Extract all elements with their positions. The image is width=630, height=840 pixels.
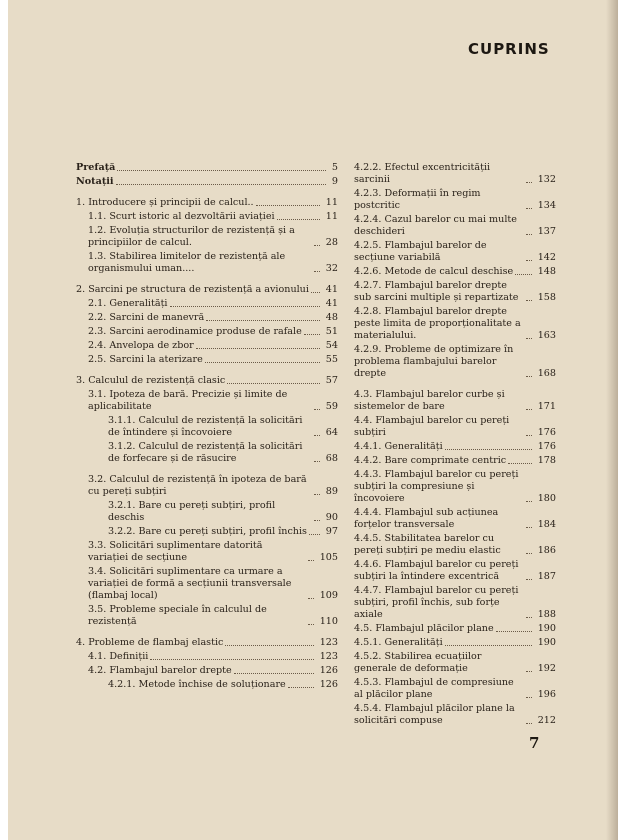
toc-entry-title: 4.1. Definiții [88, 651, 149, 662]
dot-leader [314, 435, 320, 436]
toc-entry [348, 266, 556, 278]
toc-entry-page: 196 [537, 689, 556, 700]
toc-entry [76, 500, 338, 524]
toc-entry-page: 109 [319, 590, 338, 601]
section-spacer [76, 190, 338, 197]
dot-leader [526, 697, 532, 698]
toc-entry-page: 51 [325, 326, 338, 337]
toc-entry-title: 4.4.4. Flambajul sub acțiunea forțelor transversale [354, 507, 499, 530]
toc-entry-title: Prefață [76, 162, 116, 173]
toc-entry-page: 59 [325, 401, 338, 412]
dot-leader [445, 449, 532, 450]
toc-entry [76, 604, 338, 628]
section-spacer [76, 277, 338, 284]
toc-entry-page: 171 [537, 401, 556, 412]
toc-entry-title: 1. Introducere și principii de calcul.. [76, 197, 254, 208]
toc-entry [76, 298, 338, 310]
toc-entry-page: 57 [325, 375, 338, 386]
dot-leader [526, 553, 532, 554]
toc-entry-title: 4.4.1. Generalități [354, 441, 443, 452]
toc-entry-page: 176 [537, 441, 556, 452]
toc-entry-page: 188 [537, 609, 556, 620]
toc-entry-page: 148 [537, 266, 556, 277]
dot-leader [526, 182, 532, 183]
toc-entry-page: 190 [537, 623, 556, 634]
toc-entry [348, 585, 556, 621]
toc-entry-title: 3.2.2. Bare cu pereți subțiri, profil închis [108, 526, 307, 537]
dot-leader [526, 527, 532, 528]
toc-entry-page: 176 [537, 427, 556, 438]
toc-entry-title: 4.4.2. Bare comprimate centric [354, 455, 507, 466]
page-edge-shadow [606, 0, 618, 840]
toc-entry [76, 340, 338, 352]
toc-entry-title: 4.4.7. Flambajul barelor cu pereți subțiri, profil închis, sub forțe axiale [354, 585, 519, 620]
dot-leader [150, 659, 313, 660]
toc-entry-page: 32 [325, 263, 338, 274]
toc-entry-title: 4.2.6. Metode de calcul deschise [354, 266, 514, 277]
toc-entry [76, 312, 338, 324]
toc-entry-title: 4.5.2. Stabilirea ecuațiilor generale de deformație [354, 651, 482, 674]
toc-entry-title: 4.5. Flambajul plăcilor plane [354, 623, 494, 634]
toc-entry-title: 2.1. Generalități [88, 298, 168, 309]
dot-leader [526, 234, 532, 235]
toc-entry-title: 4. Probleme de flambaj elastic [76, 637, 224, 648]
toc-entry-title: 3.1.1. Calculul de rezistență la solicitări de întindere și încovoiere [108, 415, 303, 438]
toc-entry [76, 526, 338, 538]
section-spacer [348, 382, 556, 389]
toc-entry-title: 2. Sarcini pe structura de rezistență a avionului [76, 284, 309, 295]
dot-leader [304, 334, 320, 335]
toc-entry-page: 187 [537, 571, 556, 582]
toc-entry-page: 168 [537, 368, 556, 379]
toc-entry-page: 41 [325, 298, 338, 309]
dot-leader [526, 617, 532, 618]
toc-entry-page: 11 [325, 211, 338, 222]
dot-leader [496, 631, 532, 632]
toc-entry [348, 162, 556, 186]
dot-leader [117, 170, 326, 171]
toc-entry-title: 4.4.5. Stabilitatea barelor cu pereți subțiri pe mediu elastic [354, 533, 501, 556]
dot-leader [205, 362, 320, 363]
toc-entry-title: 3.3. Solicitări suplimentare datorită variației de secțiune [88, 540, 263, 563]
toc-entry-page: 142 [537, 252, 556, 263]
dot-leader [256, 205, 320, 206]
toc-entry-page: 28 [325, 237, 338, 248]
toc-right-column [348, 162, 556, 729]
toc-entry-page: 123 [319, 637, 338, 648]
dot-leader [227, 383, 319, 384]
toc-entry-title: 4.4.3. Flambajul barelor cu pereți subțiri la compresiune și încovoiere [354, 469, 519, 504]
toc-entry [76, 251, 338, 275]
toc-entry-title: 1.1. Scurt istoric al dezvoltării aviației [88, 211, 275, 222]
toc-entry [76, 162, 338, 174]
toc-entry [76, 566, 338, 602]
toc-entry [348, 703, 556, 727]
toc-entry-title: 4.4. Flambajul barelor cu pereți subțiri [354, 415, 510, 438]
toc-entry [348, 533, 556, 557]
toc-entry [348, 559, 556, 583]
dot-leader [526, 435, 532, 436]
toc-entry-title: 4.2.1. Metode închise de soluționare [108, 679, 286, 690]
toc-entry-title: 4.2.7. Flambajul barelor drepte sub sarcini multiple și repartizate [354, 280, 519, 303]
dot-leader [308, 624, 314, 625]
dot-leader [308, 560, 314, 561]
dot-leader [206, 320, 320, 321]
toc-entry-title: 1.2. Evoluția structurilor de rezistență și a principiilor de calcul. [88, 225, 295, 248]
dot-leader [526, 671, 532, 672]
toc-entry-page: 89 [325, 486, 338, 497]
toc-entry [348, 389, 556, 413]
toc-entry-title: Notații [76, 176, 114, 187]
dot-leader [526, 409, 532, 410]
toc-entry-title: 2.2. Sarcini de manevră [88, 312, 205, 323]
toc-entry [76, 474, 338, 498]
dot-leader [314, 271, 320, 272]
toc-entry-page: 126 [319, 679, 338, 690]
toc-entry-title: 3.4. Solicitări suplimentare ca urmare a variației de formă a secțiunii transversale (flambaj local) [88, 566, 292, 601]
toc-entry-page: 90 [325, 512, 338, 523]
toc-entry-page: 123 [319, 651, 338, 662]
toc-entry-title: 3. Calculul de rezistență clasic [76, 375, 226, 386]
toc-entry-page: 184 [537, 519, 556, 530]
toc-entry-page: 178 [537, 455, 556, 466]
toc-entry [76, 326, 338, 338]
toc-entry-title: 4.2.5. Flambajul barelor de secțiune variabilă [354, 240, 487, 263]
toc-entry-page: 134 [537, 200, 556, 211]
toc-entry-title: 4.5.4. Flambajul plăcilor plane la solicitări compuse [354, 703, 515, 726]
toc-entry-title: 4.2.4. Cazul barelor cu mai multe deschideri [354, 214, 517, 237]
toc-entry-title: 4.3. Flambajul barelor curbe și sistemelor de bare [354, 389, 505, 412]
toc-entry-page: 132 [537, 174, 556, 185]
toc-entry [76, 284, 338, 296]
dot-leader [311, 292, 320, 293]
toc-entry [348, 455, 556, 467]
dot-leader [314, 494, 320, 495]
dot-leader [116, 184, 326, 185]
toc-entry [348, 623, 556, 635]
toc-entry-page: 110 [319, 616, 338, 627]
page-title: CUPRINS [468, 40, 550, 58]
toc-entry [76, 679, 338, 691]
toc-entry [348, 415, 556, 439]
toc-entry-page: 137 [537, 226, 556, 237]
toc-entry-page: 105 [319, 552, 338, 563]
dot-leader [277, 219, 320, 220]
dot-leader [526, 501, 532, 502]
toc-entry-title: 3.2.1. Bare cu pereți subțiri, profil deschis [108, 500, 276, 523]
toc-entry [348, 280, 556, 304]
toc-left-column [76, 162, 338, 693]
section-spacer [76, 368, 338, 375]
toc-entry [76, 441, 338, 465]
toc-entry-title: 4.2.2. Efectul excentricității sarcinii [354, 162, 491, 185]
section-spacer [76, 630, 338, 637]
toc-entry-page: 126 [319, 665, 338, 676]
toc-entry [76, 665, 338, 677]
dot-leader [309, 534, 320, 535]
toc-entry [76, 354, 338, 366]
toc-entry-title: 4.2.9. Probleme de optimizare în problema flambajului barelor drepte [354, 344, 514, 379]
toc-entry-title: 4.2.8. Flambajul barelor drepte peste limita de proporționalitate a materialului. [354, 306, 521, 341]
dot-leader [314, 461, 320, 462]
toc-entry [348, 507, 556, 531]
dot-leader [526, 300, 532, 301]
toc-entry-title: 3.1.2. Calculul de rezistență la solicitări de forfecare și de răsucire [108, 441, 303, 464]
dot-leader [515, 274, 532, 275]
toc-entry [348, 651, 556, 675]
dot-leader [526, 260, 532, 261]
toc-entry-title: 3.2. Calculul de rezistență în ipoteza de bară cu pereți subțiri [88, 474, 307, 497]
dot-leader [526, 723, 532, 724]
dot-leader [314, 245, 320, 246]
dot-leader [288, 687, 314, 688]
toc-entry-page: 5 [331, 162, 338, 173]
toc-entry-page: 11 [325, 197, 338, 208]
toc-entry [76, 651, 338, 663]
dot-leader [508, 463, 532, 464]
toc-entry-page: 212 [537, 715, 556, 726]
dot-leader [526, 208, 532, 209]
toc-entry-page: 186 [537, 545, 556, 556]
toc-entry-title: 4.5.1. Generalități [354, 637, 443, 648]
dot-leader [314, 520, 320, 521]
dot-leader [196, 348, 320, 349]
toc-entry [76, 389, 338, 413]
toc-entry [76, 197, 338, 209]
dot-leader [234, 673, 314, 674]
toc-entry-page: 158 [537, 292, 556, 303]
dot-leader [308, 598, 314, 599]
toc-entry-title: 1.3. Stabilirea limitelor de rezistență ale organismului uman.... [88, 251, 286, 274]
toc-entry-title: 4.4.6. Flambajul barelor cu pereți subțiri la întindere excentrică [354, 559, 519, 582]
toc-entry-page: 54 [325, 340, 338, 351]
toc-entry-page: 97 [325, 526, 338, 537]
toc-entry [76, 637, 338, 649]
toc-entry-page: 9 [331, 176, 338, 187]
dot-leader [445, 645, 532, 646]
toc-entry-page: 163 [537, 330, 556, 341]
dot-leader [526, 376, 532, 377]
toc-entry-page: 180 [537, 493, 556, 504]
toc-entry [348, 344, 556, 380]
toc-entry [348, 306, 556, 342]
toc-entry-page: 55 [325, 354, 338, 365]
toc-entry [348, 677, 556, 701]
toc-entry-title: 2.4. Anvelopa de zbor [88, 340, 194, 351]
toc-entry-title: 2.5. Sarcini la aterizare [88, 354, 203, 365]
dot-leader [526, 338, 532, 339]
toc-entry-title: 4.2. Flambajul barelor drepte [88, 665, 232, 676]
dot-leader [526, 579, 532, 580]
toc-entry [76, 211, 338, 223]
toc-entry [76, 415, 338, 439]
dot-leader [314, 409, 320, 410]
toc-entry-title: 3.5. Probleme speciale în calculul de rezistență [88, 604, 267, 627]
toc-entry-title: 3.1. Ipoteza de bară. Precizie și limite de aplicabilitate [88, 389, 288, 412]
toc-entry [76, 176, 338, 188]
dot-leader [170, 306, 320, 307]
book-page [8, 0, 618, 840]
toc-entry-title: 4.5.3. Flambajul de compresiune al plăcilor plane [354, 677, 514, 700]
toc-entry [348, 188, 556, 212]
toc-entry-page: 190 [537, 637, 556, 648]
toc-entry [348, 637, 556, 649]
toc-entry [348, 214, 556, 238]
dot-leader [225, 645, 313, 646]
toc-entry-page: 48 [325, 312, 338, 323]
toc-entry [348, 441, 556, 453]
toc-entry [76, 225, 338, 249]
toc-entry [348, 469, 556, 505]
toc-entry [348, 240, 556, 264]
toc-entry-page: 192 [537, 663, 556, 674]
toc-entry [76, 375, 338, 387]
section-spacer [76, 467, 338, 474]
toc-entry-title: 4.2.3. Deformații în regim postcritic [354, 188, 481, 211]
toc-entry-title: 2.3. Sarcini aerodinamice produse de rafale [88, 326, 302, 337]
toc-entry [76, 540, 338, 564]
toc-entry-page: 41 [325, 284, 338, 295]
toc-entry-page: 64 [325, 427, 338, 438]
page-number: 7 [529, 734, 540, 752]
toc-entry-page: 68 [325, 453, 338, 464]
